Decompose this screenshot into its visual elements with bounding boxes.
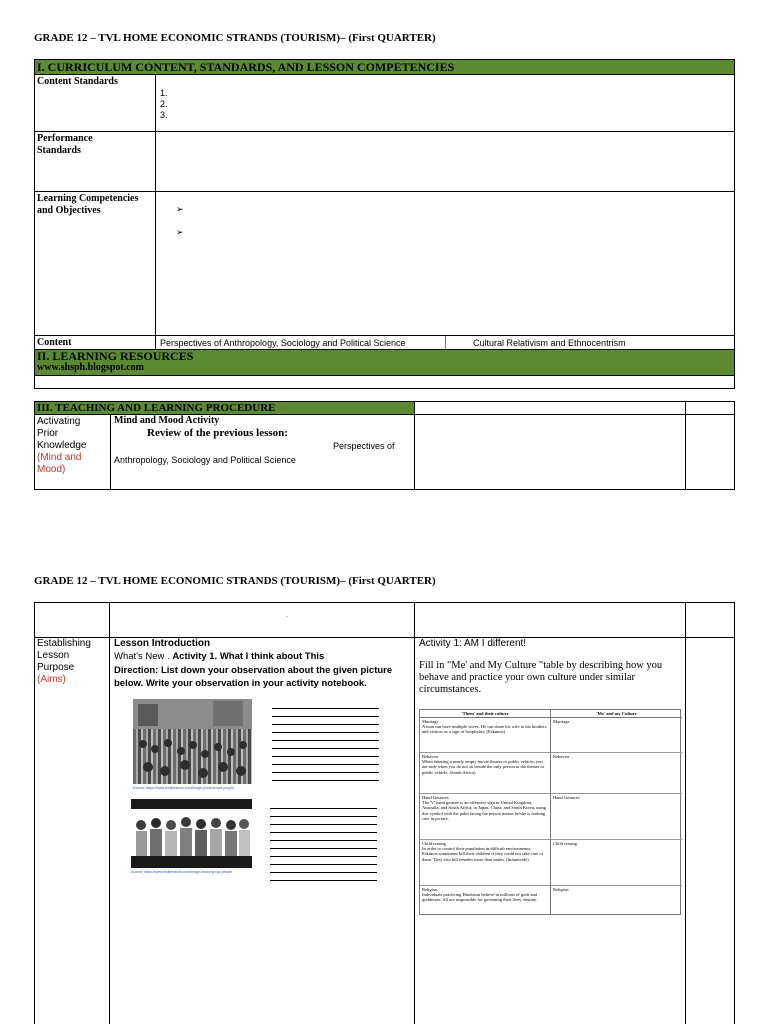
activating-line2: Prior: [37, 428, 59, 439]
establish-tag: (Aims): [37, 674, 66, 685]
culture-row-marriage: [420, 718, 551, 753]
gestures-text: The 'V' hand gesture is an offensive sign in United Kingdom, Australia, and South Africa, to Japan, China, and South Korea, using this symbol with the palm facing the person means he/she is looking cute in picture.: [422, 800, 546, 821]
whats-new-line: [114, 651, 324, 662]
establish-line1: Establishing: [37, 638, 91, 649]
me-child-rearing: Child rearing: [551, 840, 682, 886]
content-standards-label: Content Standards: [37, 76, 118, 87]
people-image: [131, 799, 252, 868]
me-gestures: Hand Gestures: [551, 794, 682, 840]
standards-item-1: 1.: [160, 88, 168, 98]
standards-item-2: 2.: [160, 99, 168, 109]
performance-standards-label: Performance Standards: [37, 133, 93, 156]
whats-new: What's New .: [114, 651, 170, 662]
religion-topic: Religion: [422, 887, 438, 892]
activity-right-title: Activity 1: AM I different!: [419, 638, 527, 649]
culture-row-behavior: [420, 753, 551, 794]
review-line2: Anthropology, Sociology and Political Science: [114, 455, 296, 465]
behavior-text: When entering a nearly empty movie theater or public vehicle, you are rude when you do not sit beside the only person in the theater or public vehicle. (South Africa): [422, 759, 545, 775]
culture-col2-header: 'Me' and my Culture: [551, 710, 682, 718]
marriage-text: A man can have multiple wives. He can share his wife to his brothers and visitors as a sign of hospitality. (Eskimos): [422, 724, 547, 735]
activating-tag1: (Mind and: [37, 452, 82, 463]
lesson-intro: Lesson Introduction: [114, 638, 211, 649]
culture-col1-header: 'Them' and their culture: [420, 710, 551, 718]
culture-row-child-rearing: [420, 840, 551, 886]
mind-mood-title: Mind and Mood Activity: [114, 415, 220, 426]
activity1-title: Activity 1. What I think about This: [172, 651, 325, 662]
content-value-1: Perspectives of Anthropology, Sociology and Political Science: [160, 338, 406, 348]
review-line1: Perspectives of: [333, 441, 395, 451]
section1-header: I. CURRICULUM CONTENT, STANDARDS, AND LESSON COMPETENCIES: [35, 60, 734, 74]
review-title: Review of the previous lesson:: [147, 427, 288, 439]
child-text: In order to control their population in difficult environments, Eskimos sometimes kill their children if they could not take care of them. They also kill females more than males. (Infanticide): [422, 846, 544, 862]
activity-right-text: Fill in "Me' and My Culture "table by describing how you behave and practice your own culture under similar circumstances.: [419, 660, 663, 695]
page1-heading: GRADE 12 – TVL HOME ECONOMIC STRANDS (TOURISM)– (First QUARTER): [34, 32, 436, 44]
competencies-label: Learning Competencies and Objectives: [37, 193, 139, 216]
me-behavior: Behavior: [551, 753, 682, 794]
direction-text: Direction: List down your observation about the given picture below. Write your observation in your activity notebook.: [114, 665, 393, 689]
content-label: Content: [37, 337, 72, 348]
bullet-1: ➢: [176, 204, 184, 214]
bullet-2: ➢: [176, 227, 184, 237]
standards-item-3: 3.: [160, 110, 168, 120]
child-topic: Child rearing: [422, 841, 446, 846]
religion-text: Individuals practicing Hinduism believe in millions of gods and goddesses. All are responsible for governing their lives, destiny.: [422, 892, 538, 903]
activating-label: [37, 416, 86, 476]
people-illustration: [131, 799, 252, 868]
crowd-photo: [133, 699, 252, 784]
source-caption-2: Source: https://www.shutterstock.com/image-vector/group-people: [131, 870, 233, 874]
activating-line3: Knowledge: [37, 440, 87, 451]
content-value-2: Cultural Relativism and Ethnocentrism: [473, 338, 626, 348]
me-religion: Religion: [553, 887, 569, 892]
activating-tag2: Mood): [37, 464, 66, 475]
establish-label: [37, 638, 91, 686]
stray-dot: .: [286, 613, 288, 619]
activating-line1: Activating: [37, 416, 81, 427]
culture-row-gestures: [420, 794, 551, 840]
source-caption-1: Source: https://www.shutterstock.com/image-photo/crowd-people: [133, 786, 234, 790]
culture-table: [419, 709, 681, 915]
behavior-topic: Behavior: [422, 754, 439, 759]
page2-heading: GRADE 12 – TVL HOME ECONOMIC STRANDS (TOURISM)– (First QUARTER): [34, 575, 436, 587]
gestures-topic: Hand Gestures: [422, 795, 449, 800]
establish-line3: Purpose: [37, 662, 75, 673]
culture-row-religion: [420, 886, 551, 915]
resource-link[interactable]: www.shsph.blogspot.com: [37, 362, 144, 373]
section3-header: III. TEACHING AND LEARNING PROCEDURE: [35, 402, 414, 414]
section2-title: II. LEARNING RESOURCES: [37, 349, 194, 363]
crowd-image: [133, 699, 252, 784]
me-marriage: Marriage: [551, 718, 682, 753]
establish-line2: Lesson: [37, 650, 70, 661]
marriage-topic: Marriage: [422, 719, 439, 724]
section2-header: [35, 350, 734, 375]
